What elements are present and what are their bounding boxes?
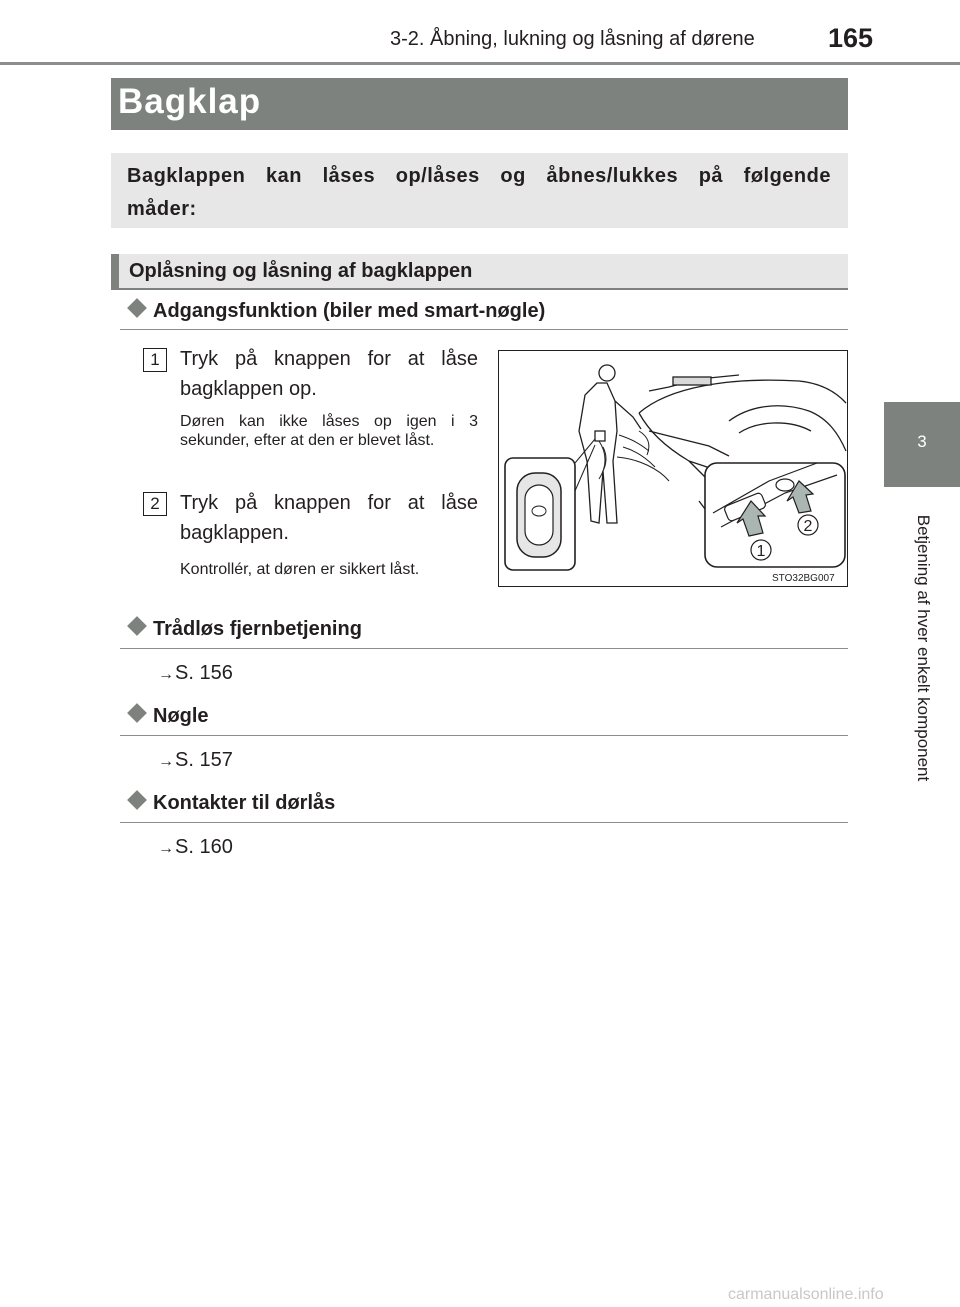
diamond-bullet-icon <box>127 703 147 723</box>
tailgate-illustration <box>498 350 848 587</box>
intro-text: Bagklappen kan låses op/låses og åbnes/lukkes på følgende måder: <box>127 165 831 220</box>
subsection-heading-bar <box>111 254 119 290</box>
callout-2: 2 <box>803 518 813 535</box>
step-number-1: 1 <box>143 348 167 372</box>
item-rule <box>120 735 848 736</box>
item-heading-text: Trådløs fjernbetjening <box>153 618 362 640</box>
header-rule <box>0 62 960 65</box>
reference-arrow-icon: → <box>158 753 174 770</box>
callout-1: 1 <box>756 543 766 560</box>
page-title: Bagklap <box>118 82 262 121</box>
step-1-note: Døren kan ikke låses op igen i 3 sekunder, efter at den er blevet låst. <box>180 413 478 449</box>
item-rule <box>120 648 848 649</box>
reference-text: S. 156 <box>175 662 233 684</box>
item-rule <box>120 822 848 823</box>
step-1-text: Tryk på knappen for at låse bagklappen op. <box>180 348 478 400</box>
reference-text: S. 157 <box>175 749 233 771</box>
item-heading-text: Nøgle <box>153 705 209 727</box>
page-reference-156[interactable] <box>158 662 233 685</box>
running-header-section: 3-2. Åbning, lukning og låsning af dørene <box>390 28 755 50</box>
item-heading-door-lock-switches <box>128 792 335 815</box>
step-2-note: Kontrollér, at døren er sikkert låst. <box>180 561 420 578</box>
step-2-text: Tryk på knappen for at låse bagklappen. <box>180 492 478 544</box>
item-heading-text: Kontakter til dørlås <box>153 792 336 814</box>
tailgate-illustration-graphic <box>499 351 847 586</box>
item-heading-entry-function <box>128 300 545 323</box>
item-heading-wireless-remote <box>128 618 362 641</box>
diamond-bullet-icon <box>127 790 147 810</box>
subsection-heading: Oplåsning og låsning af bagklappen <box>129 260 473 282</box>
diamond-bullet-icon <box>127 298 147 318</box>
diamond-bullet-icon <box>127 616 147 636</box>
item-rule <box>120 329 848 330</box>
page-number: 165 <box>828 23 874 53</box>
chapter-tab-label: Betjening af hver enkelt komponent <box>914 514 933 782</box>
step-number-2: 2 <box>143 492 167 516</box>
person-icon <box>579 365 641 523</box>
tailgate-button-detail-icon <box>705 463 845 567</box>
smart-key-icon <box>505 439 595 570</box>
reference-text: S. 160 <box>175 836 233 858</box>
item-heading-key <box>128 705 209 728</box>
chapter-tab-number: 3 <box>917 432 927 451</box>
page-reference-157[interactable] <box>158 749 233 772</box>
item-heading-text: Adgangsfunktion (biler med smart-nøgle) <box>153 300 546 322</box>
reference-arrow-icon: → <box>158 840 174 857</box>
reference-arrow-icon: → <box>158 666 174 683</box>
figure-code: STO32BG007 <box>772 573 835 584</box>
footer-watermark: carmanualsonline.info <box>728 1286 884 1303</box>
page-reference-160[interactable] <box>158 836 233 859</box>
